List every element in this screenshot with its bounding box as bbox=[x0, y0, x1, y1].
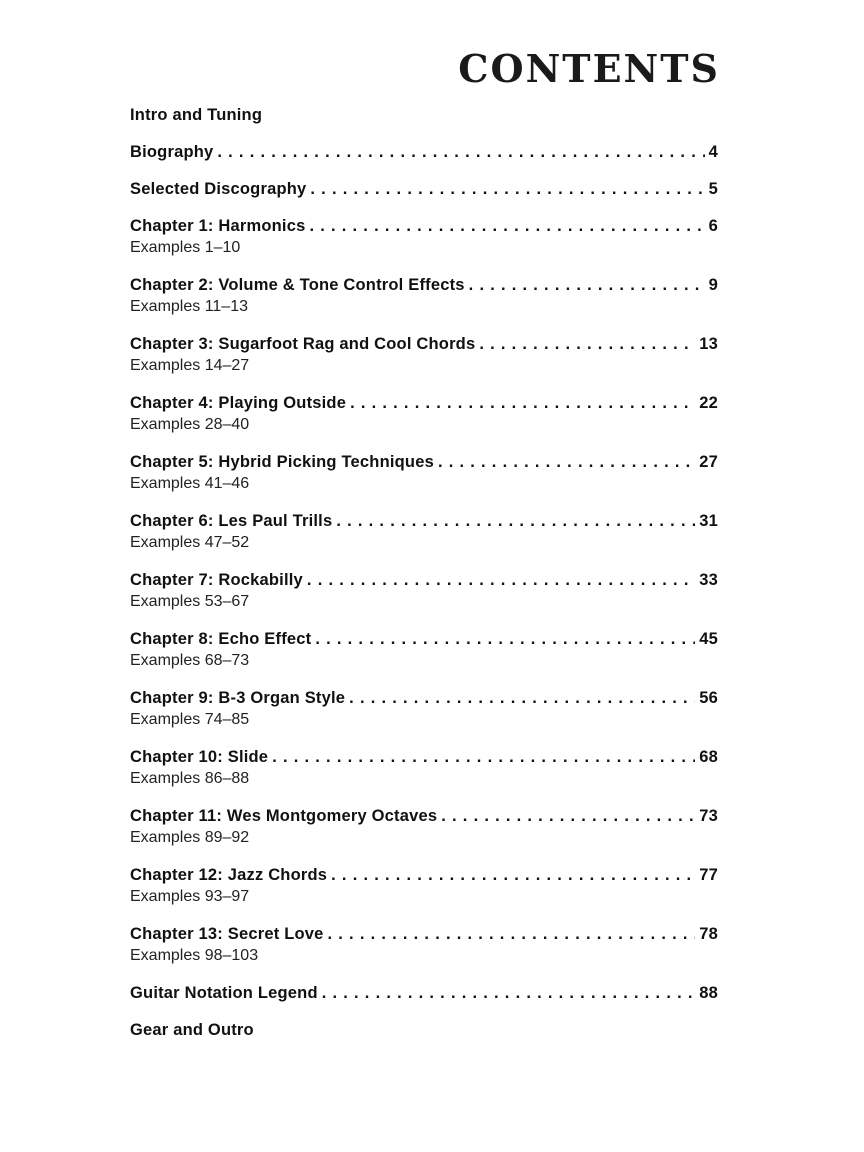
toc-entry-examples: Examples 11–13 bbox=[130, 298, 248, 315]
toc-entry[interactable] bbox=[130, 982, 718, 1019]
toc-entry-title: Chapter 5: Hybrid Picking Techniques bbox=[130, 453, 434, 471]
dot-leader bbox=[322, 982, 696, 1004]
toc-entry[interactable] bbox=[130, 687, 718, 746]
toc-entry-examples: Examples 74–85 bbox=[130, 711, 250, 728]
toc-entry-row[interactable] bbox=[130, 274, 718, 296]
toc-entry-examples: Examples 14–27 bbox=[130, 357, 250, 374]
toc-entry-examples: Examples 86–88 bbox=[130, 770, 250, 787]
toc-entry-title: Chapter 7: Rockabilly bbox=[130, 571, 303, 589]
toc-entry-examples: Examples 47–52 bbox=[130, 534, 250, 551]
toc-entry-row[interactable] bbox=[130, 569, 718, 591]
dot-leader bbox=[469, 274, 705, 296]
toc-entry-row[interactable] bbox=[130, 923, 718, 945]
toc-entry-row[interactable] bbox=[130, 687, 718, 709]
toc-intro-label: Intro and Tuning bbox=[130, 106, 263, 124]
toc-entry-title: Chapter 6: Les Paul Trills bbox=[130, 512, 333, 530]
dot-leader bbox=[479, 333, 695, 355]
dot-leader bbox=[350, 392, 695, 414]
toc-entry-page: 56 bbox=[699, 689, 718, 707]
toc-entry[interactable] bbox=[130, 746, 718, 805]
page-title: CONTENTS bbox=[458, 46, 720, 91]
toc-entry[interactable] bbox=[130, 451, 718, 510]
toc-entry-row[interactable] bbox=[130, 805, 718, 827]
dot-leader bbox=[310, 178, 704, 200]
toc-outro bbox=[130, 1019, 718, 1041]
toc-intro bbox=[130, 104, 718, 126]
toc-entry-page: 27 bbox=[699, 453, 718, 471]
toc-entry[interactable] bbox=[130, 569, 718, 628]
toc-entry-page: 5 bbox=[708, 180, 718, 198]
toc-entry[interactable] bbox=[130, 805, 718, 864]
toc-entry[interactable] bbox=[130, 333, 718, 392]
toc-entry-row[interactable] bbox=[130, 178, 718, 200]
toc-entry[interactable] bbox=[130, 215, 718, 274]
toc-entry-examples: Examples 93–97 bbox=[130, 888, 250, 905]
dot-leader bbox=[438, 451, 695, 473]
toc-entry-title: Selected Discography bbox=[130, 180, 307, 198]
toc-entry-row[interactable] bbox=[130, 141, 718, 163]
toc-entry[interactable] bbox=[130, 178, 718, 215]
toc-entry-title: Chapter 1: Harmonics bbox=[130, 217, 306, 235]
toc-entry-examples: Examples 53–67 bbox=[130, 593, 250, 610]
toc-entry-title: Chapter 11: Wes Montgomery Octaves bbox=[130, 807, 438, 825]
toc-entry-row[interactable] bbox=[130, 864, 718, 886]
toc-entry-title: Chapter 2: Volume & Tone Control Effects bbox=[130, 276, 465, 294]
toc-entry-examples: Examples 89–92 bbox=[130, 829, 250, 846]
toc-entry-title: Chapter 8: Echo Effect bbox=[130, 630, 312, 648]
dot-leader bbox=[441, 805, 695, 827]
dot-leader bbox=[331, 864, 695, 886]
dot-leader bbox=[336, 510, 695, 532]
toc-entry-row[interactable] bbox=[130, 215, 718, 237]
toc-entry-page: 31 bbox=[699, 512, 718, 530]
toc-entry-title: Guitar Notation Legend bbox=[130, 984, 318, 1002]
dot-leader bbox=[309, 215, 704, 237]
dot-leader bbox=[272, 746, 695, 768]
dot-leader bbox=[315, 628, 695, 650]
toc-entry-title: Chapter 12: Jazz Chords bbox=[130, 866, 328, 884]
toc-entry-page: 33 bbox=[699, 571, 718, 589]
toc-entry-page: 13 bbox=[699, 335, 718, 353]
toc-entry-examples: Examples 98–103 bbox=[130, 947, 259, 964]
toc-entry-page: 22 bbox=[699, 394, 718, 412]
toc-entry-page: 77 bbox=[699, 866, 718, 884]
toc-entry-examples: Examples 1–10 bbox=[130, 239, 241, 256]
toc-entry-row[interactable] bbox=[130, 510, 718, 532]
toc-entry[interactable] bbox=[130, 141, 718, 178]
toc-entry-page: 45 bbox=[699, 630, 718, 648]
toc-entry[interactable] bbox=[130, 392, 718, 451]
toc-entry-page: 73 bbox=[699, 807, 718, 825]
toc-entry-title: Chapter 3: Sugarfoot Rag and Cool Chords bbox=[130, 335, 476, 353]
toc-entry-page: 6 bbox=[708, 217, 718, 235]
toc-entry-page: 88 bbox=[699, 984, 718, 1002]
toc-entry-row[interactable] bbox=[130, 333, 718, 355]
toc-entry-row[interactable] bbox=[130, 746, 718, 768]
dot-leader bbox=[328, 923, 696, 945]
toc-entry[interactable] bbox=[130, 628, 718, 687]
toc-entry[interactable] bbox=[130, 274, 718, 333]
dot-leader bbox=[217, 141, 704, 163]
toc-entry-title: Chapter 13: Secret Love bbox=[130, 925, 324, 943]
toc-entries bbox=[130, 141, 718, 1019]
toc-entry-page: 4 bbox=[708, 143, 718, 161]
toc-entry-examples: Examples 41–46 bbox=[130, 475, 250, 492]
toc-entry-title: Chapter 10: Slide bbox=[130, 748, 269, 766]
dot-leader bbox=[349, 687, 695, 709]
toc-entry-row[interactable] bbox=[130, 982, 718, 1004]
dot-leader bbox=[307, 569, 695, 591]
toc-entry-row[interactable] bbox=[130, 451, 718, 473]
toc-entry-row[interactable] bbox=[130, 392, 718, 414]
toc-entry-row[interactable] bbox=[130, 628, 718, 650]
toc-entry[interactable] bbox=[130, 510, 718, 569]
toc-entry-title: Chapter 4: Playing Outside bbox=[130, 394, 347, 412]
toc-entry-examples: Examples 28–40 bbox=[130, 416, 250, 433]
toc-entry[interactable] bbox=[130, 864, 718, 923]
toc-entry-title: Biography bbox=[130, 143, 214, 161]
toc-outro-label: Gear and Outro bbox=[130, 1021, 254, 1039]
toc-entry-page: 9 bbox=[708, 276, 718, 294]
toc-entry-examples: Examples 68–73 bbox=[130, 652, 250, 669]
table-of-contents bbox=[130, 104, 718, 1041]
toc-entry-page: 68 bbox=[699, 748, 718, 766]
toc-entry-title: Chapter 9: B-3 Organ Style bbox=[130, 689, 346, 707]
toc-entry-page: 78 bbox=[699, 925, 718, 943]
toc-entry[interactable] bbox=[130, 923, 718, 982]
